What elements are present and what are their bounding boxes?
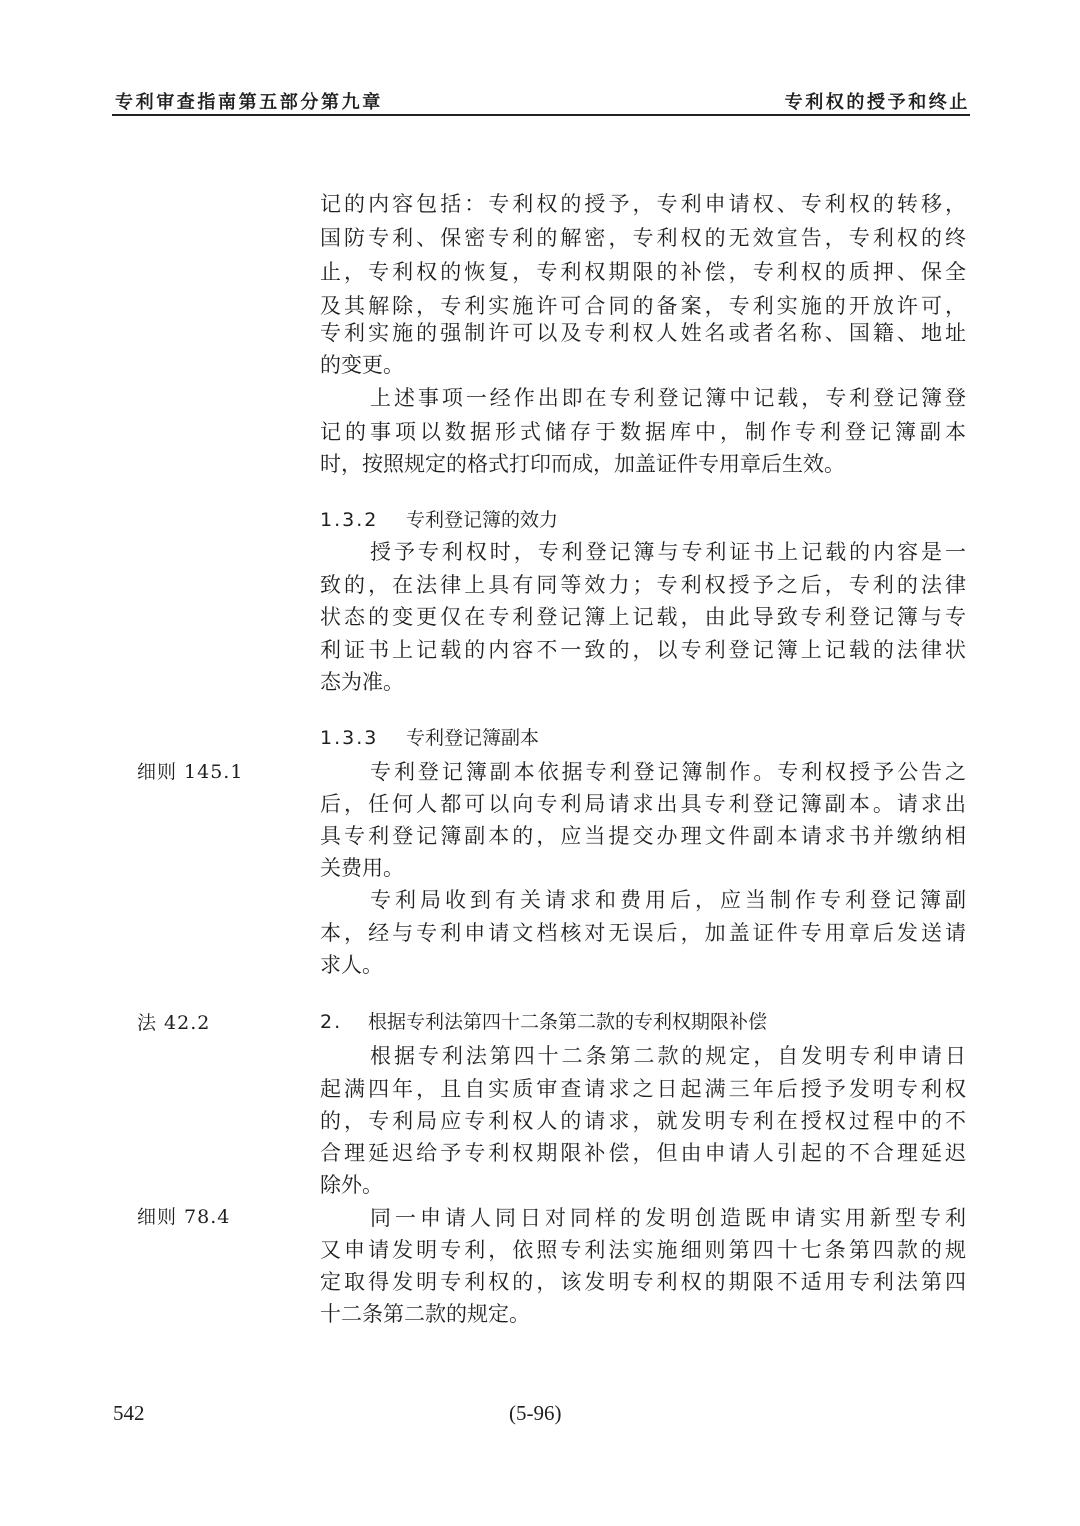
section-title: 根据专利法第四十二条第二款的专利权期限补偿 (368, 1011, 768, 1033)
margin-reference: 法 42.2 (137, 1012, 211, 1034)
running-header-chapter: 专利审查指南第五部分第九章 (115, 92, 383, 113)
section-number: 1.3.2 (320, 509, 379, 531)
body-line: 利证书上记载的内容不一致的，以专利登记簿上记载的法律状 (320, 638, 966, 662)
body-line: 根据专利法第四十二条第二款的规定，自发明专利申请日 (370, 1044, 966, 1068)
body-line: 同一申请人同日对同样的发明创造既申请实用新型专利 (370, 1206, 966, 1230)
page-number: 542 (113, 1401, 145, 1425)
section-number: 1.3.3 (320, 727, 379, 749)
section-title: 专利登记簿副本 (406, 727, 540, 749)
running-header-topic: 专利权的授予和终止 (784, 92, 970, 113)
body-line: 国防专利、保密专利的解密，专利权的无效宣告，专利权的终 (320, 226, 966, 250)
section-title: 专利登记簿的效力 (406, 509, 559, 531)
body-line: 的，专利局应专利权人的请求，就发明专利在授权过程中的不 (320, 1109, 966, 1133)
body-line: 的变更。 (320, 353, 404, 377)
body-line: 专利局收到有关请求和费用后，应当制作专利登记簿副 (370, 888, 966, 912)
body-line: 专利登记簿副本依据专利登记簿制作。专利权授予公告之 (370, 760, 966, 784)
body-line: 又申请发明专利，依照专利法实施细则第四十七条第四款的规 (320, 1238, 966, 1262)
section-heading-2 (320, 1007, 767, 1037)
body-line: 止，专利权的恢复，专利权期限的补偿，专利权的质押、保全 (320, 260, 966, 284)
margin-reference: 细则 78.4 (137, 1206, 231, 1228)
margin-reference: 细则 145.1 (137, 761, 244, 783)
body-line: 除外。 (320, 1173, 383, 1197)
header-divider (112, 114, 970, 116)
body-line: 本，经与专利申请文档核对无误后，加盖证件专用章后发送请 (320, 921, 966, 945)
body-line: 合理延迟给予专利权期限补偿，但由申请人引起的不合理延迟 (320, 1141, 966, 1165)
body-line: 上述事项一经作出即在专利登记簿中记载，专利登记簿登 (370, 386, 966, 410)
body-line: 时，按照规定的格式打印而成，加盖证件专用章后生效。 (320, 452, 845, 476)
section-page-number: (5-96) (509, 1401, 562, 1425)
body-line: 具专利登记簿副本的，应当提交办理文件副本请求书并缴纳相 (320, 824, 966, 848)
section-number: 2. (320, 1011, 343, 1033)
section-heading-1-3-3 (320, 723, 539, 753)
body-line: 关费用。 (320, 856, 404, 880)
section-heading-1-3-2 (320, 505, 558, 535)
body-line: 态为准。 (320, 670, 404, 694)
body-line: 状态的变更仅在专利登记簿上记载，由此导致专利登记簿与专 (320, 605, 966, 629)
body-line: 十二条第二款的规定。 (320, 1302, 530, 1326)
body-line: 定取得发明专利权的，该发明专利权的期限不适用专利法第四 (320, 1270, 966, 1294)
body-line: 起满四年，且自实质审查请求之日起满三年后授予发明专利权 (320, 1077, 966, 1101)
body-line: 授予专利权时，专利登记簿与专利证书上记载的内容是一 (370, 540, 966, 564)
body-line: 求人。 (320, 953, 383, 977)
body-line: 记的事项以数据形式储存于数据库中，制作专利登记簿副本 (320, 420, 966, 444)
body-line: 专利实施的强制许可以及专利权人姓名或者名称、国籍、地址 (320, 321, 966, 345)
body-line: 记的内容包括：专利权的授予，专利申请权、专利权的转移， (320, 192, 966, 216)
body-line: 及其解除，专利实施许可合同的备案，专利实施的开放许可， (320, 294, 966, 318)
body-line: 致的，在法律上具有同等效力；专利权授予之后，专利的法律 (320, 573, 966, 597)
body-line: 后，任何人都可以向专利局请求出具专利登记簿副本。请求出 (320, 792, 966, 816)
